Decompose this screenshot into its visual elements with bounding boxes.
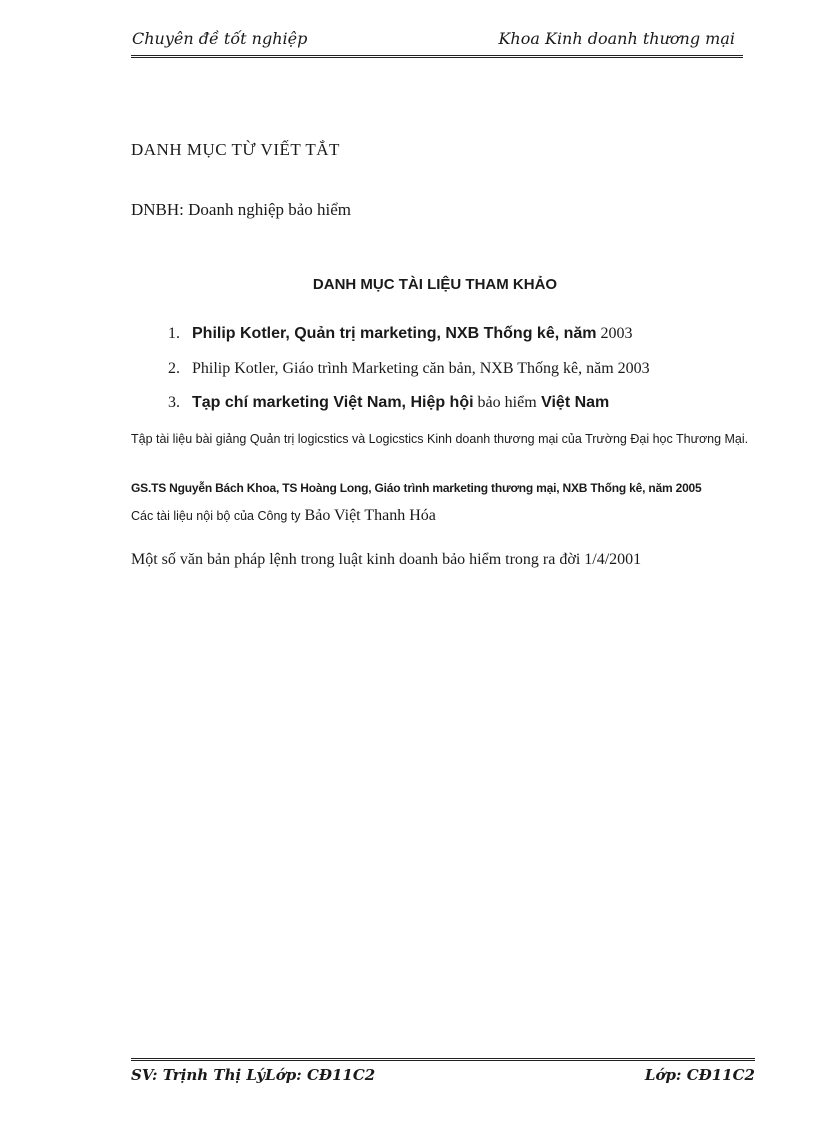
legal-documents-line: Một số văn bản pháp lệnh trong luật kinh doanh bảo hiểm trong ra đời 1/4/2001 (131, 551, 642, 568)
reference-item-2 (168, 360, 650, 378)
reference-number: 1. (168, 325, 180, 342)
reference-item-3 (168, 394, 609, 412)
reference-text-b: bảo hiểm (473, 394, 537, 411)
reference-year: 2003 (596, 325, 633, 342)
reference-text-a: Tạp chí marketing Việt Nam, Hiệp hội (192, 394, 474, 411)
reference-number: 3. (168, 394, 180, 411)
footer-left-text: SV: Trịnh Thị LýLớp: CĐ11C2 (131, 1066, 376, 1084)
reference-item-1 (168, 325, 633, 343)
abbreviations-title: DANH MỤC TỪ VIẾT TẮT (131, 140, 340, 159)
page-header (131, 27, 743, 58)
reference-text-c: Việt Nam (536, 394, 610, 411)
page-footer (131, 1058, 755, 1091)
footer-right-text: Lớp: CĐ11C2 (644, 1066, 755, 1084)
reference-paragraph-1: Tập tài liệu bài giảng Quản trị logicstics và Logicstics Kinh doanh thương mại của Trường Đại học Thương Mại. (131, 432, 749, 446)
reference-paragraph-3-a: Các tài liệu nội bộ của Công ty (131, 509, 301, 523)
abbreviation-item: DNBH: Doanh nghiệp bảo hiểm (131, 200, 352, 219)
header-left-text: Chuyên đề tốt nghiệp (132, 29, 308, 48)
references-title: DANH MỤC TÀI LIỆU THAM KHẢO (312, 276, 558, 293)
reference-number: 2. (168, 360, 180, 377)
reference-paragraph-3-b: Bảo Việt Thanh Hóa (300, 507, 436, 524)
header-right-text: Khoa Kinh doanh thương mại (498, 29, 735, 48)
reference-text: Philip Kotler, Quản trị marketing, NXB Thống kê, năm (192, 325, 597, 342)
reference-text: Philip Kotler, Giáo trình Marketing căn bản, NXB Thống kê, năm 2003 (192, 360, 650, 377)
reference-paragraph-2: GS.TS Nguyễn Bách Khoa, TS Hoàng Long, Giáo trình marketing thương mại, NXB Thống kê, năm 2005 (131, 481, 702, 495)
reference-paragraph-3 (131, 507, 751, 525)
